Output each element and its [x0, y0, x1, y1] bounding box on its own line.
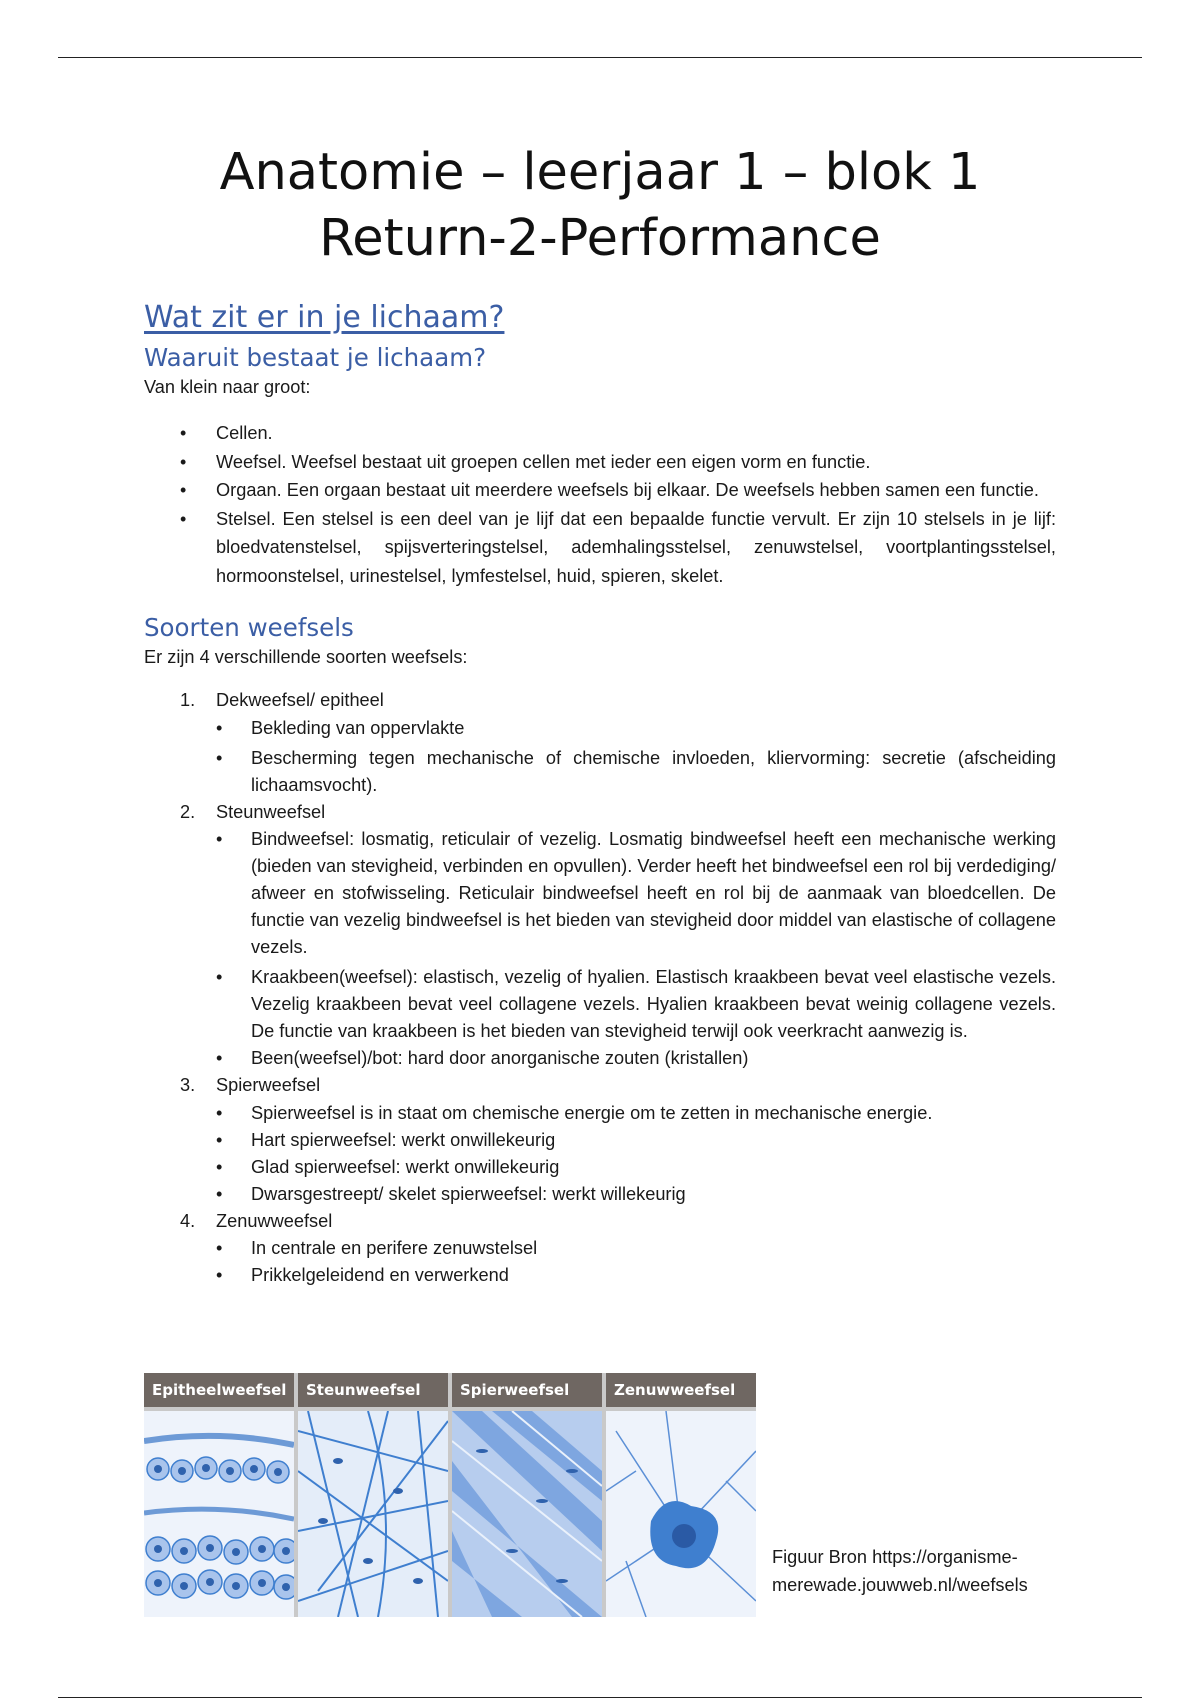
document-title	[144, 140, 1056, 272]
footer-rule	[58, 1697, 1142, 1698]
document-body	[144, 140, 1056, 1289]
tissue-type-name: Spierweefsel	[216, 1075, 321, 1095]
panel-label: Zenuwweefsel	[606, 1373, 756, 1407]
tissue-points	[216, 1235, 1056, 1289]
list-item: • Glad spierweefsel: werkt onwillekeurig	[216, 1154, 1056, 1181]
panel-label: Steunweefsel	[298, 1373, 448, 1407]
panel-muscle	[452, 1373, 602, 1617]
support-tissue-micrograph	[298, 1411, 448, 1617]
list-item: • Been(weefsel)/bot: hard door anorganische zouten (kristallen)	[216, 1045, 1056, 1072]
nerve-micrograph	[606, 1411, 756, 1617]
tissue-type-nerve	[144, 1208, 1056, 1290]
list-number: 2.	[180, 801, 196, 822]
header-rule	[58, 57, 1142, 58]
tissue-type-name: Zenuwweefsel	[216, 1210, 333, 1231]
list-item: • Prikkelgeleidend en verwerkend	[216, 1262, 1056, 1289]
title-line-1: Anatomie – leerjaar 1 – blok 1	[219, 143, 981, 202]
tissue-type-name: Steunweefsel	[216, 801, 326, 822]
tissue-type-epithelium	[144, 687, 1056, 799]
list-number: 4.	[180, 1210, 196, 1231]
list-item: • Hart spierweefsel: werkt onwillekeurig	[216, 1127, 1056, 1154]
muscle-micrograph	[452, 1411, 602, 1617]
list-item: • Bindweefsel: losmatig, reticulair of vezelig. Losmatig bindweefsel heeft een mechanische werking (bieden van stevigheid, verbinden en opvullen). Verder heeft het bindweefsel een rol bij verdediging/ afweer en stofwisseling. Reticulair bindweefsel heeft en rol bij de aanmaak van bloedcellen. De functie van vezelig bindweefsel is het bieden van stevigheid door middel van elastische of collagene vezels.	[216, 826, 1056, 961]
section-heading-body: Wat zit er in je lichaam?	[144, 300, 505, 335]
tissue-types-list	[144, 687, 1056, 1289]
panel-epithelium	[144, 1373, 294, 1617]
panel-nerve	[606, 1373, 756, 1617]
list-number: 3.	[180, 1075, 196, 1095]
subheading-tissue-types: Soorten weefsels	[144, 613, 354, 642]
list-item: • Spierweefsel is in staat om chemische energie om te zetten in mechanische energie.	[216, 1100, 1056, 1127]
tissue-points	[216, 1100, 1056, 1208]
list-item: • Weefsel. Weefsel bestaat uit groepen cellen met ieder een eigen vorm en functie.	[144, 448, 1056, 477]
list-item: • Stelsel. Een stelsel is een deel van je lijf dat een bepaalde functie vervult. Er zijn 10 stelsels in je lijf: bloedvatenstelsel, spijsverteringstelsel, ademhalingsstelsel, zenuwstelsel, voortplantingsstelsel, hormoonstelsel, urinestelsel, lymfestelsel, huid, spieren, skelet.	[144, 505, 1056, 591]
list-item: • Dwarsgestreept/ skelet spierweefsel: werkt willekeurig	[216, 1181, 1056, 1208]
list-number: 1.	[180, 690, 196, 710]
subheading-composition: Waaruit bestaat je lichaam?	[144, 343, 487, 372]
composition-intro: Van klein naar groot:	[144, 377, 311, 397]
tissue-type-support	[144, 799, 1056, 1073]
tissue-points	[216, 826, 1056, 1072]
panel-label: Spierweefsel	[452, 1373, 602, 1407]
tissue-type-name: Dekweefsel/ epitheel	[216, 690, 384, 710]
composition-list	[144, 419, 1056, 590]
list-item: • Orgaan. Een orgaan bestaat uit meerdere weefsels bij elkaar. De weefsels hebben samen een functie.	[144, 476, 1056, 505]
panel-label: Epitheelweefsel	[144, 1373, 294, 1407]
tissue-points	[216, 715, 1056, 799]
tissue-figure	[144, 1373, 1074, 1618]
list-item: • In centrale en perifere zenuwstelsel	[216, 1235, 1056, 1262]
list-item: • Bescherming tegen mechanische of chemische invloeden, kliervorming: secretie (afscheiding lichaamsvocht).	[216, 745, 1056, 799]
list-item: • Kraakbeen(weefsel): elastisch, vezelig of hyalien. Elastisch kraakbeen bevat veel elastische vezels. Vezelig kraakbeen bevat veel collagene vezels. Hyalien kraakbeen bevat weinig collagene vezels. De functie van kraakbeen is het bieden van stevigheid terwijl ook veerkracht aanwezig is.	[216, 964, 1056, 1045]
epithelium-micrograph	[144, 1411, 294, 1617]
tissue-type-muscle	[144, 1072, 1056, 1208]
list-item: • Cellen.	[144, 419, 1056, 448]
figure-caption: Figuur Bron https://organisme-merewade.jouwweb.nl/weefsels	[772, 1547, 1028, 1595]
panel-support	[298, 1373, 448, 1617]
tissue-intro: Er zijn 4 verschillende soorten weefsels:	[144, 647, 468, 667]
list-item: • Bekleding van oppervlakte	[216, 715, 1056, 742]
title-line-2: Return-2-Performance	[319, 209, 881, 268]
tissue-panels	[144, 1373, 756, 1617]
